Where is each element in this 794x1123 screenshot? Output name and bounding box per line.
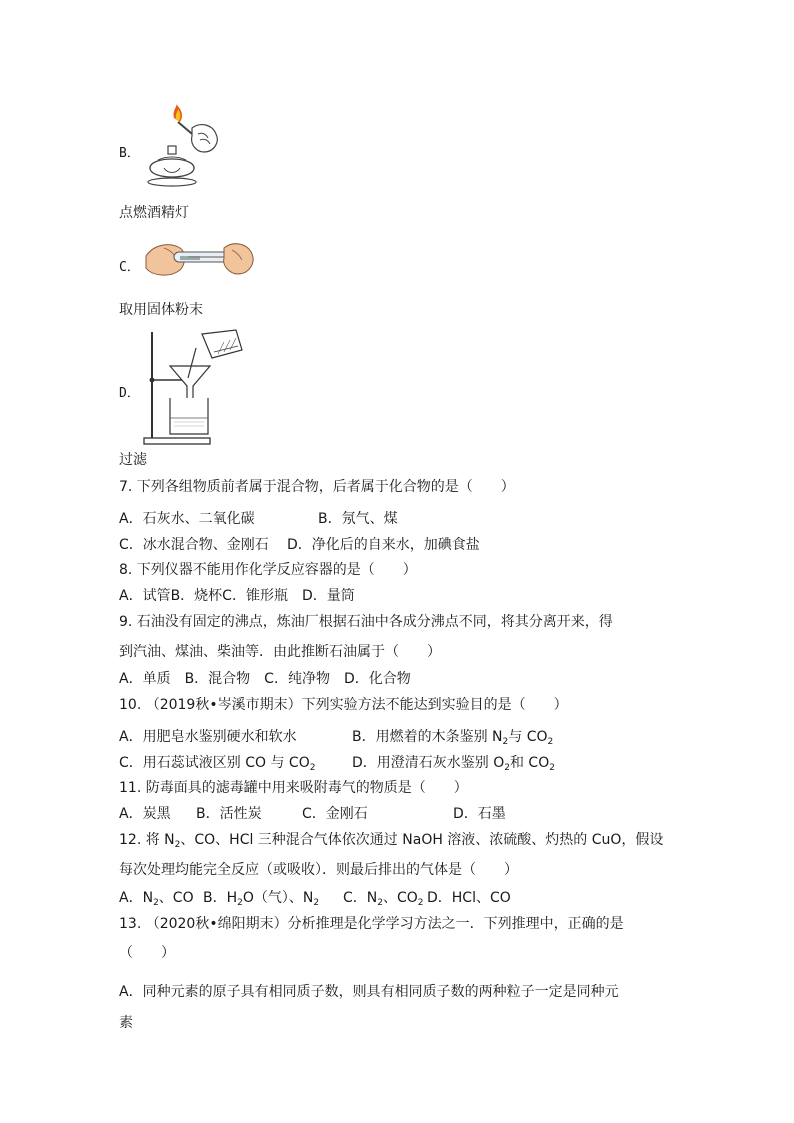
q11-option-a: A．炭黑: [119, 806, 171, 822]
q10-option-d: D．用澄清石灰水鉴别 $O_2$和 $CO_2$: [352, 755, 555, 773]
q12-option-d: D．HCl、CO: [427, 890, 511, 906]
option-b-label: B．: [119, 146, 140, 161]
q10-option-c: C．用石蕊试液区别 CO 与 $CO_2$: [119, 755, 316, 773]
q9-stem-line2: 到汽油、煤油、柴油等．由此推断石油属于（ ）: [119, 644, 441, 660]
filtration-apparatus-figure: [140, 328, 246, 448]
q7-option-d: D．净化后的自来水，加碘食盐: [287, 537, 480, 553]
q11-option-c: C．金刚石: [302, 806, 368, 822]
q11-stem: 11. 防毒面具的滤毒罐中用来吸附毒气的物质是（ ）: [119, 780, 468, 796]
q10-option-a: A．用肥皂水鉴别硬水和软水: [119, 729, 297, 745]
q13-option-a-line2: 素: [119, 1015, 133, 1031]
option-c-caption: 取用固体粉末: [119, 302, 203, 318]
option-c-label: C．: [119, 260, 140, 275]
q13-stem-line1: 13. （2020秋•绵阳期末）分析推理是化学学习方法之一．下列推理中，正确的是: [119, 916, 624, 932]
q12-option-b: B．$H_2O$（气）、$N_2$: [203, 890, 320, 908]
q7-option-b: B．氖气、煤: [318, 511, 398, 527]
lighting-alcohol-lamp-figure: [142, 104, 222, 190]
q7-option-c: C．冰水混合物、金刚石: [119, 537, 269, 553]
q8-stem: 8. 下列仪器不能用作化学反应容器的是（ ）: [119, 562, 417, 578]
q13-stem-line2: （ ）: [119, 945, 175, 961]
q12-stem-line1: 12. 将 $N_2$、CO、HCl 三种混合气体依次通过 NaOH 溶液、浓硫酸、灼热的 CuO，假设: [119, 832, 664, 850]
q11-option-b: B．活性炭: [196, 806, 262, 822]
q9-stem-line1: 9. 石油没有固定的沸点，炼油厂根据石油中各成分沸点不同，将其分离开来，得: [119, 614, 613, 630]
option-b-caption: 点燃酒精灯: [119, 205, 189, 221]
q9-options: A．单质 B．混合物 C．纯净物 D．化合物: [119, 671, 411, 687]
q10-stem: 10. （2019秋•岑溪市期末）下列实验方法不能达到实验目的是（ ）: [119, 697, 568, 713]
q7-option-a: A．石灰水、二氧化碳: [119, 511, 255, 527]
q8-options: A．试管B．烧杯C．锥形瓶 D．量筒: [119, 588, 355, 604]
q7-stem: 7. 下列各组物质前者属于混合物，后者属于化合物的是（ ）: [119, 479, 515, 495]
taking-solid-powder-figure: [144, 236, 256, 282]
q12-option-a: A．$N_2$、CO: [119, 890, 194, 908]
q12-stem-line2: 每次处理均能完全反应（或吸收）．则最后排出的气体是（ ）: [119, 862, 518, 878]
q11-option-d: D．石墨: [453, 806, 506, 822]
q12-option-c: C．$N_2$、$CO_2$: [343, 890, 424, 908]
q13-option-a-line1: A．同种元素的原子具有相同质子数，则具有相同质子数的两种粒子一定是同种元: [119, 984, 619, 1000]
q10-option-b: B．用燃着的木条鉴别 $N_2$与 $CO_2$: [352, 729, 554, 747]
option-d-caption: 过滤: [119, 452, 147, 468]
option-d-label: D．: [119, 386, 140, 401]
